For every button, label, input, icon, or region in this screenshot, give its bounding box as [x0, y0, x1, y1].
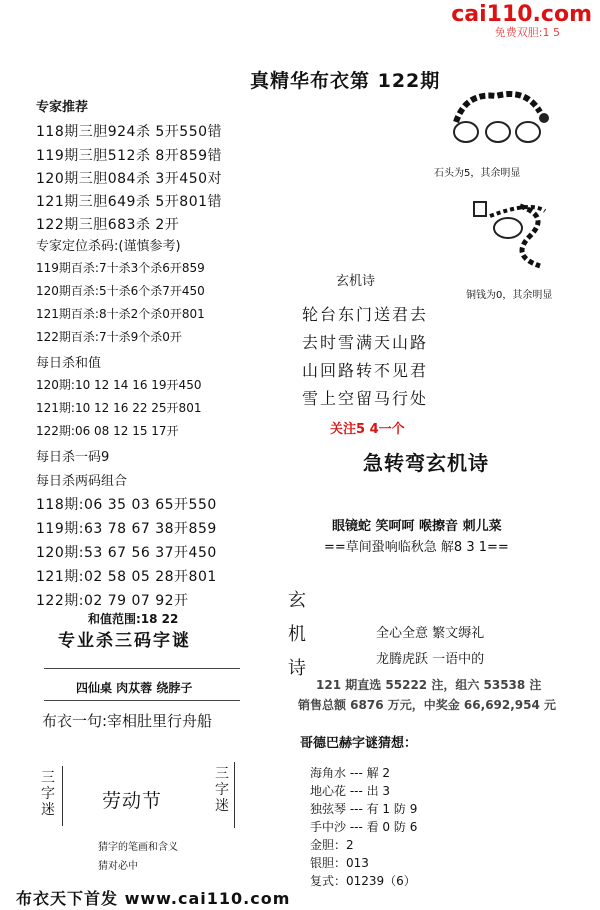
pro-riddle-heading: 专业杀三码字谜 [58, 631, 191, 651]
expert-row: 121期三胆649杀 5开801错 [36, 194, 223, 210]
divider [44, 668, 240, 669]
position-kill-row: 122期百杀:7十杀9个杀0开 [36, 330, 182, 344]
stone-illustration [436, 82, 556, 152]
goethe-row: 地心花 --- 出 3 [310, 784, 391, 798]
poem-line: 轮台东门送君去 [302, 305, 429, 324]
guess-note: 猜字的笔画和含义 [98, 842, 178, 853]
daily-kill-sum-row: 120期:10 12 14 16 19开450 [36, 378, 202, 392]
coin-hint: 铜钱为0，其余明显 [466, 290, 553, 301]
free-double-label: 免费双胆:1 5 [494, 26, 560, 39]
goethe-row: 独弦琴 --- 有 1 防 9 [310, 802, 418, 816]
expert-heading: 专家推荐 [36, 100, 89, 115]
left-vertical-label: 三字迷 [41, 770, 55, 818]
site-watermark: cai110.com [451, 2, 592, 27]
position-kill-row: 120期百杀:5十杀6个杀7开450 [36, 284, 205, 298]
daily-two-row: 119期:63 78 67 38开859 [36, 521, 217, 537]
daily-kill-sum-row: 121期:10 12 16 22 25开801 [36, 401, 202, 415]
daily-kill-sum-heading: 每日杀和值 [36, 356, 102, 371]
sum-range: 和值范围:18 22 [88, 612, 179, 626]
guess-note: 猜对必中 [98, 861, 138, 872]
goethe-row: 手中沙 --- 看 0 防 6 [310, 820, 418, 834]
position-kill-row: 121期百杀:8十杀2个杀0开801 [36, 307, 205, 321]
xuanji-vertical-char: 机 [288, 624, 306, 645]
expert-row: 122期三胆683杀 2开 [36, 217, 180, 233]
xuanji-line: 全心全意 繁文缛礼 [376, 626, 485, 641]
expert-row: 120期三胆084杀 3开450对 [36, 171, 223, 187]
daily-two-row: 122期:02 79 07 92开 [36, 593, 189, 609]
expert-row: 119期三胆512杀 8开859错 [36, 148, 223, 164]
riddle-line: 眼镜蛇 笑呵呵 喉擦音 刺儿菜 [332, 519, 502, 534]
xuanji-vertical-char: 玄 [288, 590, 306, 611]
goethe-row: 复式：01239（6） [310, 874, 416, 888]
stone-hint: 石头为5，其余明显 [434, 168, 521, 179]
goethe-heading: 哥德巴赫字谜猜想： [300, 736, 418, 751]
daily-two-heading: 每日杀两码组合 [36, 474, 128, 489]
daily-two-row: 121期:02 58 05 28开801 [36, 569, 217, 585]
daily-kill-one: 每日杀一码9 [36, 450, 110, 465]
goethe-row: 金胆：2 [310, 838, 354, 852]
draw-stats: 121 期直选 55222 注，组六 53538 注 [316, 678, 542, 692]
divider [234, 762, 235, 828]
divider [62, 766, 63, 826]
poem-slogan: 急转弯玄机诗 [363, 451, 489, 475]
labor-day: 劳动节 [102, 790, 163, 812]
buyi-sentence: 布衣一句:宰相肚里行舟船 [42, 712, 213, 730]
focus-note: 关注5 4一个 [330, 422, 405, 437]
footer: 布衣天下首发 www.cai110.com [16, 889, 291, 908]
goethe-row: 海角水 --- 解 2 [310, 766, 391, 780]
expert-row: 118期三胆924杀 5开550错 [36, 124, 223, 140]
page-title: 真精华布衣第 122期 [250, 70, 441, 92]
draw-stats: 销售总额 6876 万元，中奖金 66,692,954 元 [298, 698, 557, 712]
sixian-riddle: 四仙桌 肉苁蓉 绕脖子 [76, 681, 193, 695]
poem-line: 山回路转不见君 [302, 361, 429, 380]
divider [44, 700, 240, 701]
poem-line: 去时雪满天山路 [302, 333, 429, 352]
goethe-row: 银胆：013 [310, 856, 369, 870]
daily-two-row: 120期:53 67 56 37开450 [36, 545, 217, 561]
daily-kill-sum-row: 122期:06 08 12 15 17开 [36, 424, 179, 438]
right-vertical-label: 三字迷 [215, 766, 229, 814]
position-kill-row: 119期百杀:7十杀3个杀6开859 [36, 261, 205, 275]
xuanji-vertical-char: 诗 [288, 658, 306, 679]
poem-heading: 玄机诗 [336, 274, 376, 289]
poem-line: 雪上空留马行处 [302, 389, 429, 408]
xuanji-line: 龙腾虎跃 一语中的 [376, 652, 485, 667]
position-kill-heading: 专家定位杀码:(谨慎参考) [36, 239, 181, 254]
riddle-line: ==草间蛩响临秋急 解8 3 1== [324, 540, 509, 555]
daily-two-row: 118期:06 35 03 65开550 [36, 497, 217, 513]
coin-illustration [470, 196, 560, 276]
